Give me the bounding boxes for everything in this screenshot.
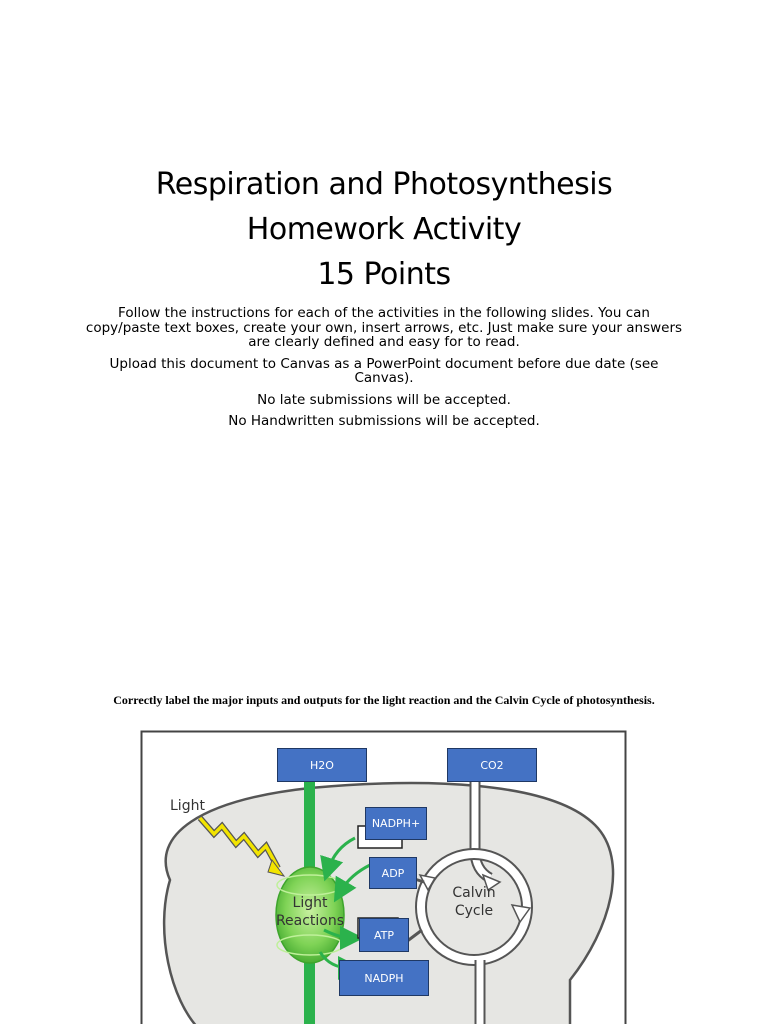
- title-line-1: Respiration and Photosynthesis: [155, 167, 613, 202]
- photosynthesis-diagram: [140, 730, 627, 1024]
- handwritten-policy: No Handwritten submissions will be accepted.: [228, 413, 540, 429]
- late-policy: No late submissions will be accepted.: [257, 391, 511, 408]
- co2-label-box[interactable]: CO2: [447, 748, 537, 782]
- nadph-label-box[interactable]: NADPH: [339, 960, 429, 996]
- calvin-cycle-label-2: Cycle: [454, 903, 494, 919]
- page-instruction: Correctly label the major inputs and outputs for the light reaction and the Calvin Cycle of photosynthesis.: [113, 693, 655, 707]
- light-reactions-label-1: Light: [292, 895, 328, 911]
- upload-paragraph: Upload this document to Canvas as a PowerPoint document before due date (see Canvas).: [109, 355, 659, 386]
- instructions-paragraph: Follow the instructions for each of the activities in the following slides. You can copy/paste text boxes, create your own, insert arrows, etc. Just make sure your answers are clearly defined and easy for to read.: [85, 305, 683, 350]
- title-line-2: Homework Activity: [246, 212, 522, 247]
- calvin-cycle-label-1: Calvin: [452, 885, 496, 901]
- light-label: Light: [170, 798, 205, 814]
- h2o-label-box[interactable]: H2O: [277, 748, 367, 782]
- title-line-3: 15 Points: [317, 257, 451, 292]
- light-reactions-label-2: Reactions: [275, 913, 345, 929]
- atp-label-box[interactable]: ATP: [359, 918, 409, 952]
- slide-title: [0, 162, 768, 297]
- adp-label-box[interactable]: ADP: [369, 857, 417, 889]
- slide-body: [84, 306, 684, 436]
- nadph-plus-label-box[interactable]: NADPH+: [365, 807, 427, 840]
